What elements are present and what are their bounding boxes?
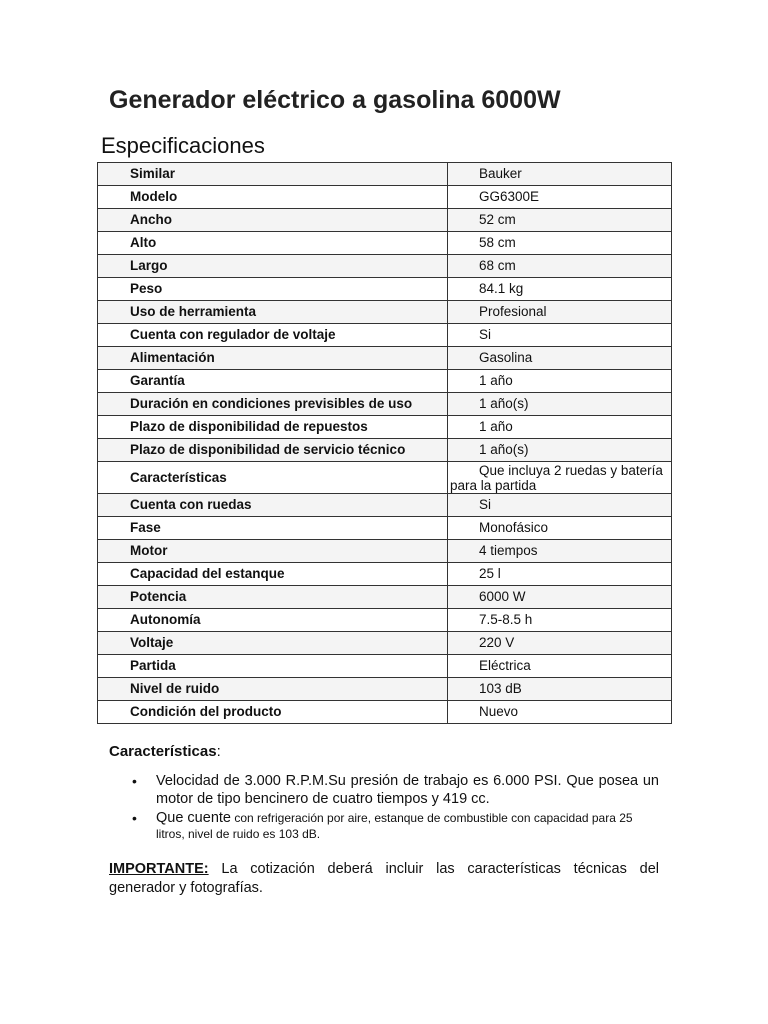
table-row: [98, 563, 672, 586]
spec-value: Si: [448, 494, 672, 517]
spec-value: 4 tiempos: [448, 540, 672, 563]
spec-label: Duración en condiciones previsibles de uso: [98, 393, 448, 416]
table-row: [98, 255, 672, 278]
bullet-icon: •: [132, 810, 137, 826]
characteristics-heading-colon: :: [216, 743, 221, 760]
specs-heading: Especificaciones: [101, 133, 265, 158]
spec-value: 1 año: [448, 416, 672, 439]
table-row: [98, 301, 672, 324]
spec-label: Modelo: [98, 186, 448, 209]
spec-label: Voltaje: [98, 632, 448, 655]
spec-value: Eléctrica: [448, 655, 672, 678]
spec-label: Garantía: [98, 370, 448, 393]
characteristics-heading: [109, 743, 221, 760]
spec-value: 103 dB: [448, 678, 672, 701]
bullet-text: Velocidad de 3.000 R.P.M.Su presión de trabajo es 6.000 PSI. Que posea un motor de tipo bencinero de cuatro tiempos y 419 cc.: [156, 773, 659, 807]
spec-value: 220 V: [448, 632, 672, 655]
table-row: [98, 324, 672, 347]
characteristics-list: [109, 772, 659, 842]
table-row: [98, 347, 672, 370]
table-row: [98, 186, 672, 209]
spec-label: Peso: [98, 278, 448, 301]
spec-value: 25 l: [448, 563, 672, 586]
spec-label: Alimentación: [98, 347, 448, 370]
table-row: [98, 278, 672, 301]
spec-label: Cuenta con regulador de voltaje: [98, 324, 448, 347]
spec-value: 1 año(s): [448, 393, 672, 416]
characteristics-heading-text: Características: [109, 743, 217, 760]
table-row: [98, 370, 672, 393]
spec-label: Capacidad del estanque: [98, 563, 448, 586]
spec-label: Plazo de disponibilidad de servicio técnico: [98, 439, 448, 462]
spec-value: Bauker: [448, 163, 672, 186]
spec-value: 68 cm: [448, 255, 672, 278]
table-row: [98, 393, 672, 416]
spec-value: Que incluya 2 ruedas y batería para la partida: [448, 462, 672, 494]
table-row: [98, 416, 672, 439]
table-row: [98, 462, 672, 494]
document-title: Generador eléctrico a gasolina 6000W: [109, 86, 561, 114]
table-row: [98, 517, 672, 540]
spec-label: Uso de herramienta: [98, 301, 448, 324]
bullet-lead-text: Que cuente: [156, 810, 231, 826]
specs-table: [97, 162, 672, 724]
spec-label: Características: [98, 462, 448, 494]
spec-value: 6000 W: [448, 586, 672, 609]
spec-value: GG6300E: [448, 186, 672, 209]
spec-value: 1 año(s): [448, 439, 672, 462]
spec-value: Nuevo: [448, 701, 672, 724]
spec-label: Ancho: [98, 209, 448, 232]
spec-label: Similar: [98, 163, 448, 186]
spec-label: Condición del producto: [98, 701, 448, 724]
table-row: [98, 632, 672, 655]
table-row: [98, 209, 672, 232]
spec-label: Plazo de disponibilidad de repuestos: [98, 416, 448, 439]
table-row: [98, 439, 672, 462]
spec-label: Alto: [98, 232, 448, 255]
spec-label: Motor: [98, 540, 448, 563]
spec-value: Si: [448, 324, 672, 347]
bullet-icon: •: [132, 773, 137, 789]
table-row: [98, 586, 672, 609]
list-item: [109, 772, 659, 808]
spec-value: Monofásico: [448, 517, 672, 540]
spec-label: Cuenta con ruedas: [98, 494, 448, 517]
table-row: [98, 232, 672, 255]
spec-label: Autonomía: [98, 609, 448, 632]
list-item: [109, 810, 659, 842]
spec-value: Gasolina: [448, 347, 672, 370]
spec-label: Potencia: [98, 586, 448, 609]
spec-value: 58 cm: [448, 232, 672, 255]
table-row: [98, 655, 672, 678]
important-label: IMPORTANTE:: [109, 861, 209, 877]
specs-table-body: [98, 163, 672, 724]
important-text: La cotización deberá incluir las características técnicas del generador y fotografías.: [109, 861, 659, 896]
spec-label: Partida: [98, 655, 448, 678]
table-row: [98, 678, 672, 701]
spec-value: 1 año: [448, 370, 672, 393]
spec-value: Profesional: [448, 301, 672, 324]
spec-label: Nivel de ruido: [98, 678, 448, 701]
bullet-text: con refrigeración por aire, estanque de combustible con capacidad para 25 litros, nivel de ruido es 103 dB.: [156, 811, 633, 841]
table-row: [98, 701, 672, 724]
table-row: [98, 609, 672, 632]
important-note: [109, 860, 659, 898]
spec-label: Fase: [98, 517, 448, 540]
spec-value: 84.1 kg: [448, 278, 672, 301]
spec-label: Largo: [98, 255, 448, 278]
table-row: [98, 540, 672, 563]
table-row: [98, 163, 672, 186]
spec-value: 52 cm: [448, 209, 672, 232]
table-row: [98, 494, 672, 517]
spec-value: 7.5-8.5 h: [448, 609, 672, 632]
